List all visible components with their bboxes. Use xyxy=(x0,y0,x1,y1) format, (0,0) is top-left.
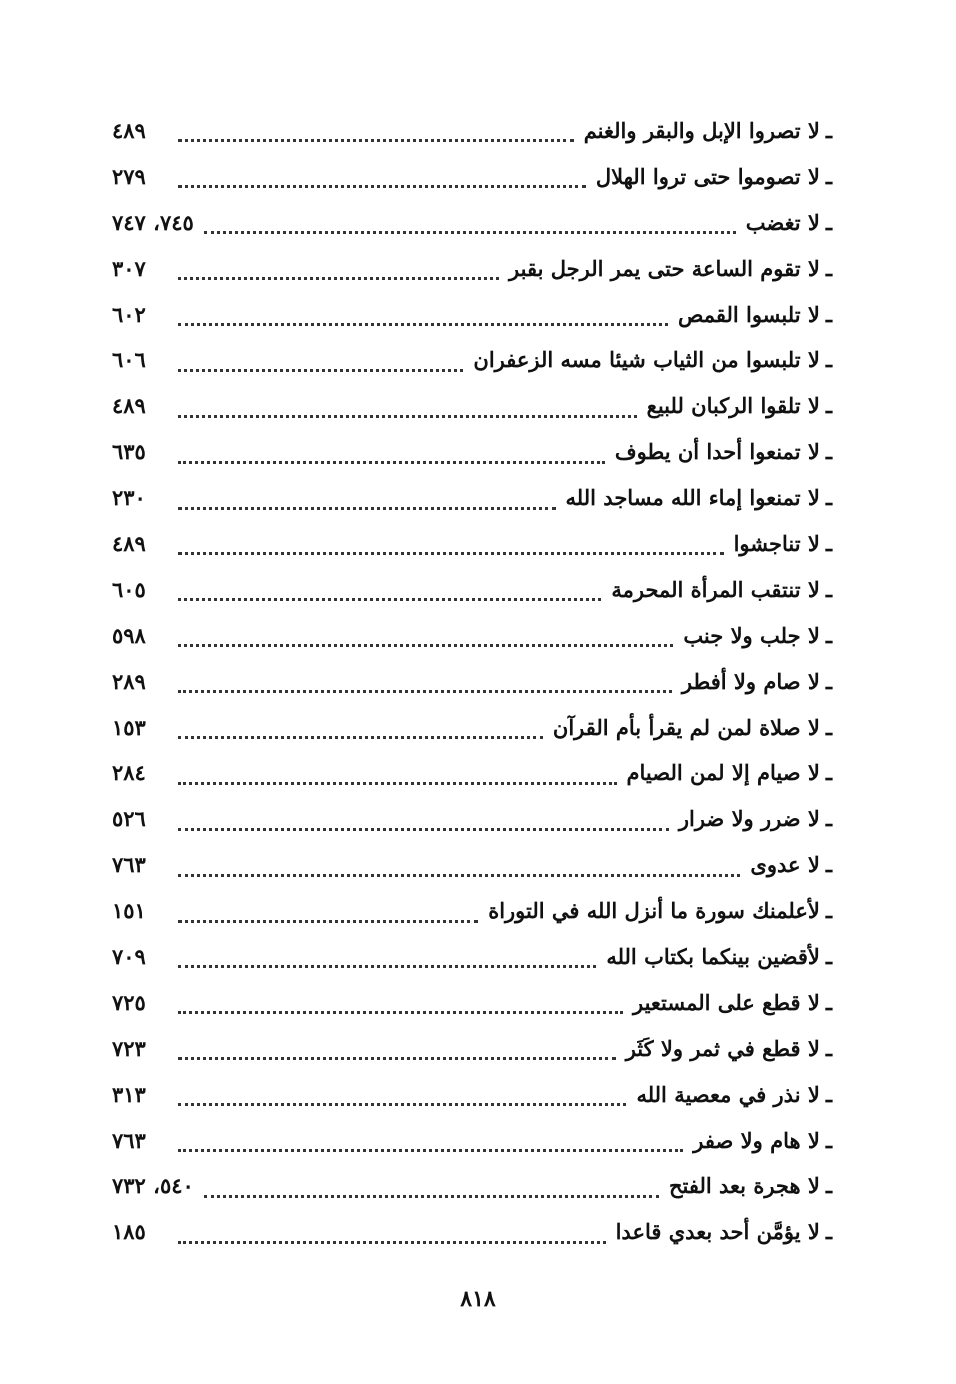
entry-text: لا صلاة لمن لم يقرأ بأم القرآن xyxy=(552,714,820,740)
dot-leader xyxy=(178,824,669,831)
index-entry xyxy=(112,842,832,888)
entry-dash: ـ xyxy=(825,209,832,235)
dot-leader xyxy=(178,1007,623,1014)
entry-text: لأقضين بينكما بكتاب الله xyxy=(606,944,820,970)
dot-leader xyxy=(178,961,596,968)
entry-dash: ـ xyxy=(825,1035,832,1061)
entry-text: لا عدوى xyxy=(750,852,820,878)
index-entry xyxy=(112,1209,832,1255)
entry-dash: ـ xyxy=(825,989,832,1015)
entry-dash: ـ xyxy=(825,163,832,189)
entry-dash: ـ xyxy=(825,1127,832,1153)
dot-leader xyxy=(178,365,463,372)
entry-text: لا نذر في معصية الله xyxy=(636,1081,820,1107)
entry-text: لا تمنعوا أحدا أن يطوف xyxy=(614,439,820,465)
entry-text: لا تغضب xyxy=(745,209,820,235)
entry-text: لا تصوموا حتى تروا الهلال xyxy=(595,163,820,189)
entry-text: لا تنتقب المرأة المحرمة xyxy=(611,576,820,602)
entry-dash: ـ xyxy=(825,1081,832,1107)
entry-dash: ـ xyxy=(825,439,832,465)
entry-pages: ٦٣٥ xyxy=(112,439,146,465)
entry-dash: ـ xyxy=(825,255,832,281)
entry-pages: ١٥١ xyxy=(112,898,146,924)
index-entry xyxy=(112,705,832,751)
index-entry xyxy=(112,1026,832,1072)
entry-dash: ـ xyxy=(825,944,832,970)
entry-dash: ـ xyxy=(825,714,832,740)
entry-dash: ـ xyxy=(825,1173,832,1199)
dot-leader xyxy=(178,135,574,142)
dot-leader xyxy=(178,686,672,693)
index-entry xyxy=(112,521,832,567)
dot-leader xyxy=(178,273,499,280)
entry-dash: ـ xyxy=(825,485,832,511)
entry-pages: ٣١٣ xyxy=(112,1081,146,1107)
entry-dash: ـ xyxy=(825,393,832,419)
dot-leader xyxy=(178,1237,606,1244)
index-entry xyxy=(112,108,832,154)
index-entry xyxy=(112,888,832,934)
entry-dash: ـ xyxy=(825,347,832,373)
dot-leader xyxy=(178,1099,626,1106)
entry-text: لا صيام إلا لمن الصيام xyxy=(626,760,820,786)
index-entry xyxy=(112,796,832,842)
dot-leader xyxy=(178,411,637,418)
entry-dash: ـ xyxy=(825,1219,832,1245)
entry-text: لا تلبسوا القمص xyxy=(677,301,820,327)
dot-leader xyxy=(178,503,556,510)
index-list xyxy=(112,108,832,1255)
index-entry xyxy=(112,1118,832,1164)
entry-dash: ـ xyxy=(825,760,832,786)
dot-leader xyxy=(178,778,617,785)
entry-pages: ٤٨٩ xyxy=(112,531,146,557)
dot-leader xyxy=(178,870,740,877)
entry-dash: ـ xyxy=(825,576,832,602)
entry-pages: ٣٠٧ xyxy=(112,255,146,281)
entry-text: لأعلمنك سورة ما أنزل الله في التوراة xyxy=(488,898,820,924)
entry-text: لا هجرة بعد الفتح xyxy=(668,1173,820,1199)
entry-dash: ـ xyxy=(825,118,832,143)
dot-leader xyxy=(178,457,605,464)
entry-text: لا هام ولا صفر xyxy=(693,1127,820,1153)
entry-text: لا قطع في ثمر ولا كَثَر xyxy=(625,1035,820,1061)
index-entry xyxy=(112,292,832,338)
entry-pages: ٦٠٦ xyxy=(112,347,146,373)
dot-leader xyxy=(178,732,543,739)
entry-pages: ٧٠٩ xyxy=(112,944,146,970)
index-entry xyxy=(112,1072,832,1118)
entry-text: لا قطع على المستعير xyxy=(633,989,820,1015)
dot-leader xyxy=(204,1191,659,1198)
entry-text: لا صام ولا أفطر xyxy=(681,668,820,694)
index-entry xyxy=(112,980,832,1026)
entry-pages: ٢٧٩ xyxy=(112,163,146,189)
entry-pages: ٦٠٢ xyxy=(112,301,146,327)
entry-text: لا تصروا الإبل والبقر والغنم xyxy=(583,118,820,143)
entry-pages: ٧٦٣ xyxy=(112,852,146,878)
entry-pages: ٧٢٥ xyxy=(112,989,146,1015)
index-entry xyxy=(112,337,832,383)
page-number: ٨١٨ xyxy=(460,1286,496,1312)
entry-pages: ٥٤٠، ٧٣٢ xyxy=(112,1173,194,1199)
entry-dash: ـ xyxy=(825,622,832,648)
index-entry xyxy=(112,383,832,429)
index-entry xyxy=(112,750,832,796)
entry-dash: ـ xyxy=(825,301,832,327)
entry-pages: ٢٨٩ xyxy=(112,668,146,694)
index-entry xyxy=(112,154,832,200)
entry-dash: ـ xyxy=(825,898,832,924)
index-entry xyxy=(112,567,832,613)
index-entry xyxy=(112,475,832,521)
entry-pages: ١٥٣ xyxy=(112,714,146,740)
index-entry xyxy=(112,659,832,705)
entry-pages: ٥٢٦ xyxy=(112,806,146,832)
entry-pages: ٦٠٥ xyxy=(112,576,146,602)
dot-leader xyxy=(178,594,601,601)
entry-pages: ٤٨٩ xyxy=(112,118,146,143)
entry-text: لا تناجشوا xyxy=(733,531,820,557)
entry-pages: ٤٨٩ xyxy=(112,393,146,419)
entry-pages: ٢٨٤ xyxy=(112,760,146,786)
index-entry xyxy=(112,200,832,246)
entry-pages: ٧٤٥، ٧٤٧ xyxy=(112,209,194,235)
entry-text: لا تمنعوا إماء الله مساجد الله xyxy=(565,485,820,511)
index-entry xyxy=(112,429,832,475)
entry-text: لا تلبسوا من الثياب شيئا مسه الزعفران xyxy=(473,347,820,373)
entry-pages: ٢٣٠ xyxy=(112,485,146,511)
dot-leader xyxy=(178,181,586,188)
entry-dash: ـ xyxy=(825,531,832,557)
entry-text: لا يؤمَّن أحد بعدي قاعدا xyxy=(615,1219,820,1245)
dot-leader xyxy=(178,319,668,326)
entry-pages: ٧٢٣ xyxy=(112,1035,146,1061)
index-entry xyxy=(112,246,832,292)
dot-leader xyxy=(178,640,673,647)
entry-pages: ٥٩٨ xyxy=(112,622,146,648)
dot-leader xyxy=(178,916,478,923)
dot-leader xyxy=(178,548,724,555)
entry-text: لا تلقوا الركبان للبيع xyxy=(646,393,820,419)
entry-pages: ٧٦٣ xyxy=(112,1127,146,1153)
entry-text: لا تقوم الساعة حتى يمر الرجل بقبر xyxy=(509,255,820,281)
dot-leader xyxy=(178,1053,616,1060)
entry-dash: ـ xyxy=(825,668,832,694)
index-entry xyxy=(112,1163,832,1209)
entry-dash: ـ xyxy=(825,806,832,832)
dot-leader xyxy=(204,227,736,234)
entry-text: لا جلب ولا جنب xyxy=(683,622,820,648)
index-entry xyxy=(112,934,832,980)
dot-leader xyxy=(178,1145,683,1152)
entry-text: لا ضرر ولا ضرار xyxy=(678,806,820,832)
entry-dash: ـ xyxy=(825,852,832,878)
entry-pages: ١٨٥ xyxy=(112,1219,146,1245)
index-entry xyxy=(112,613,832,659)
